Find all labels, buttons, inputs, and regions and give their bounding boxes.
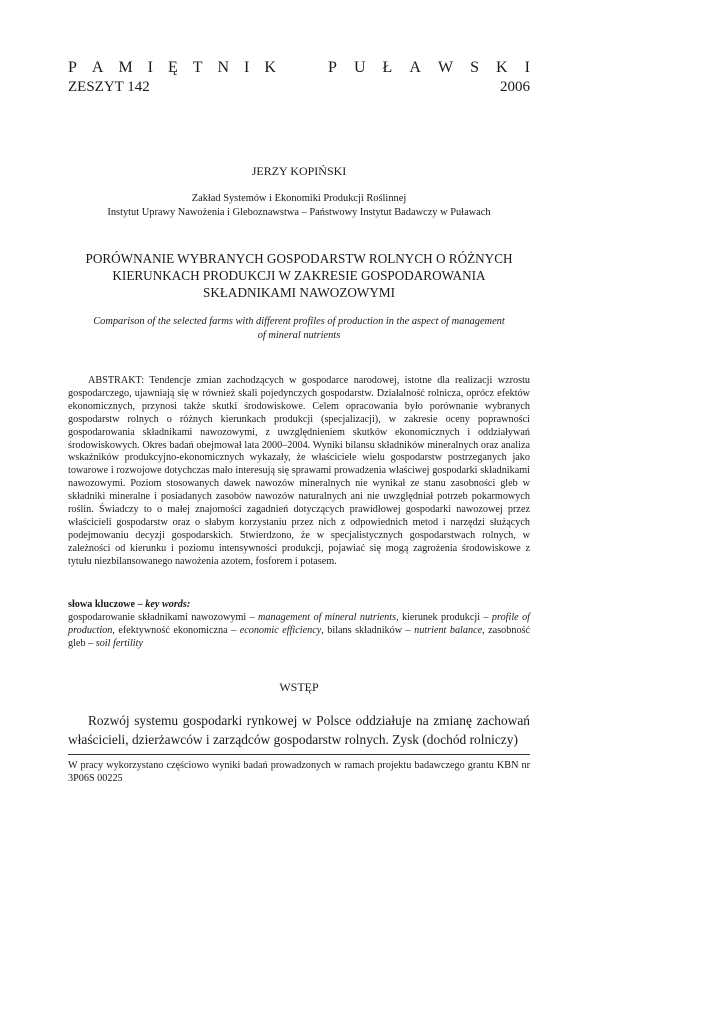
journal-name-part1 <box>68 59 276 77</box>
keyword-separator: , <box>396 612 402 623</box>
journal-word2-letter: S <box>470 59 479 76</box>
journal-word2-letter: P <box>328 59 337 76</box>
journal-word2-letter: A <box>409 59 421 76</box>
intro-paragraph: Rozwój systemu gospodarki rynkowej w Polsce oddziałuje na zmianę zachowań właścicieli, dzierżawców i zarządców gospodarstw rolnych. Zysk (dochód rolniczy) <box>68 713 530 747</box>
title-en-line-2: of mineral nutrients <box>257 330 341 341</box>
keyword-pl: bilans składników – <box>327 625 415 636</box>
issue-number: ZESZYT 142 <box>68 79 150 95</box>
keyword-en: profile of production <box>68 612 530 636</box>
keyword-separator: , <box>112 625 119 636</box>
footnote-text: W pracy wykorzystano częściowo wyniki badań prowadzonych w ramach projektu badawczego grantu KBN nr 3P06S 00225 <box>68 760 530 784</box>
footnote-divider <box>68 754 530 755</box>
keyword-pl: efektywność ekonomiczna – <box>118 625 240 636</box>
issue-row <box>68 79 530 96</box>
keywords-heading-pl: słowa kluczowe – <box>68 599 146 610</box>
keyword-separator: , <box>482 625 489 636</box>
section-heading-intro: WSTĘP <box>279 680 319 694</box>
abstract <box>68 375 530 569</box>
keyword-en: soil fertility <box>95 638 143 649</box>
journal-name-part2 <box>328 59 530 77</box>
keywords-heading-en: key words: <box>145 599 191 610</box>
journal-word1-letter: I <box>147 59 153 76</box>
journal-word1-letter: A <box>91 59 104 76</box>
footnote <box>68 759 530 785</box>
journal-word1-letter: Ę <box>167 59 178 76</box>
keyword-pl: zasobność gleb – <box>68 625 531 649</box>
journal-word2-letter: Ł <box>382 59 393 76</box>
journal-word1-letter: N <box>217 59 230 76</box>
keywords-heading <box>68 598 530 611</box>
affiliation-line-2: Instytut Uprawy Nawożenia i Gleboznawstwa – Państwowy Instytut Badawczy w Puławach <box>107 207 491 218</box>
affiliation-line-1: Zakład Systemów i Ekonomiki Produkcji Roślinnej <box>191 193 407 204</box>
keywords-block <box>68 598 530 650</box>
keyword-pl: kierunek produkcji – <box>402 612 492 623</box>
keyword-separator: , <box>321 625 328 636</box>
journal-word2-letter: U <box>353 59 366 76</box>
journal-word1-letter: P <box>68 59 77 76</box>
paper-title-en <box>68 315 530 343</box>
author-name: JERZY KOPIŃSKI <box>251 164 347 178</box>
journal-word1-letter: K <box>264 59 276 76</box>
keywords-list <box>68 611 530 650</box>
title-line-2: KIERUNKACH PRODUKCJI W ZAKRESIE GOSPODAROWANIA <box>112 268 486 283</box>
keyword-en: economic efficiency <box>239 625 322 636</box>
keyword-en: nutrient balance <box>414 625 483 636</box>
abstract-text: ABSTRAKT: Tendencje zmian zachodzących w gospodarce narodowej, istotne dla realizacji wzrostu gospodarczego, ujawniają się w również skali pojedynczych gospodarstw. Działalność rolnicza, oprócz efektów ekonomicznych, przynosi także skutki środowiskowe. Celem opracowania było porównanie wybranych gospodarstw rolnych o różnych kierunkach produkcji (specjalizacji), w zakresie oceny poprawności gospodarowania składnikami nawozowymi, z uwzględnieniem skutków ekonomicznych i oddziaływań środowiskowych. Okres badań obejmował lata 2000–2004. Wyniki bilansu składników mineralnych oraz analiza wskaźników produkcyjno-ekonomicznych wykazały, że właściciele wielu gospodarstw postrzeganych jako towarowe i rozwojowe dotychczas mało interesują się sprawami prowadzenia właściwej gospodarki składnikami nawozowymi. Poziom stosowanych dawek nawozów mineralnych nie wynikał ze stanu zasobności gleb w składniki mineralne i posiadanych zasobów nawozów naturalnych ani nie uwzględniał potrzeb pokarmowych roślin. Świadczy to o małej znajomości zagadnień dotyczących prawidłowej gospodarki nawozowej przez właścicieli gospodarstw oraz o słabym korzystaniu przez nich z odpowiednich metod i narzędzi służących podejmowaniu decyzji gospodarskich. Stwierdzono, że w specjalistycznych gospodarstwach rolnych, w zależności od kierunku i poziomu intensywności produkcji, pojawiać się mogą zagrożenia środowiskowe z tytułu niezbilansowanego nawożenia azotem, fosforem i potasem. <box>68 375 530 567</box>
journal-word1-letter: T <box>192 59 203 76</box>
title-line-1: PORÓWNANIE WYBRANYCH GOSPODARSTW ROLNYCH O RÓŻNYCH <box>85 251 513 266</box>
title-line-3: SKŁADNIKAMI NAWOZOWYMI <box>203 285 395 300</box>
journal-word1-letter: I <box>244 59 250 76</box>
journal-word1-letter: M <box>118 59 133 76</box>
keyword-pl: gospodarowanie składnikami nawozowymi – <box>68 612 259 623</box>
journal-word2-letter: W <box>437 59 454 76</box>
title-en-line-1: Comparison of the selected farms with different profiles of production in the aspect of management <box>93 316 505 327</box>
keyword-en: management of mineral nutrients <box>258 612 397 623</box>
paper-title-pl <box>68 250 530 301</box>
journal-word2-letter: I <box>524 59 530 76</box>
intro-section <box>68 711 530 749</box>
journal-header <box>68 59 530 77</box>
journal-word2-letter: K <box>496 59 508 76</box>
issue-year: 2006 <box>500 79 530 95</box>
affiliation <box>68 192 530 220</box>
